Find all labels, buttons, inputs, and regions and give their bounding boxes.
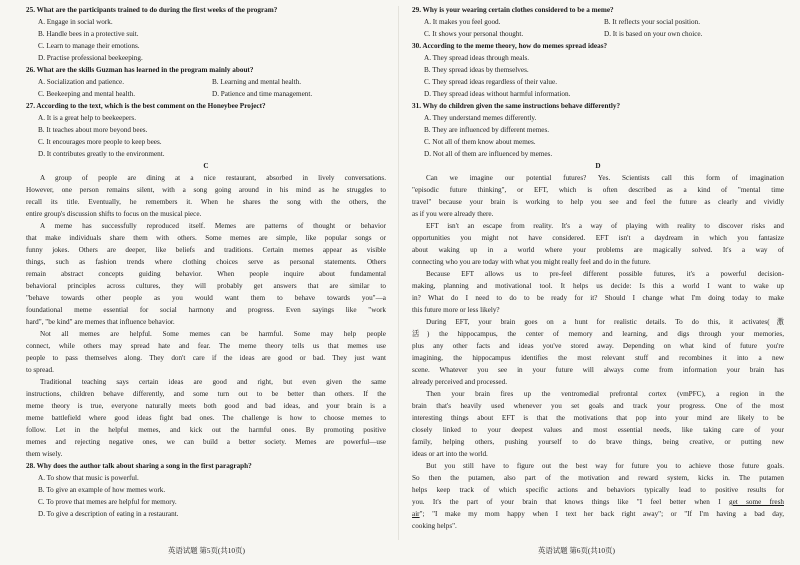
q31-option-b: B. They are influenced by different memes. (424, 126, 550, 134)
page-gutter (398, 6, 399, 540)
passage-c-p2-line: foundational meme essential for social harmony and progress. Even sayings like "work (26, 306, 386, 314)
section-d-heading: D (595, 162, 601, 170)
passage-d-p5-line: Then your brain fires up the ventromedial prefrontal cortex (vmPFC), a region in the (426, 390, 784, 398)
passage-c-p2-line: hard", "be kind" are memes that influence behavior. (26, 318, 175, 326)
q29-option-b: B. It reflects your social position. (604, 18, 701, 26)
passage-c-p2-line: things, such as fashion trends where clothing choices serve as personal statements. Others (26, 258, 386, 266)
passage-c-p4-line: meme theory is true, everyone naturally meets both good and bad ideas, and your brain is a (26, 402, 386, 410)
passage-d-p5-line: closely linked to your deepest values and most essential needs, like taking care of your (412, 426, 784, 434)
passage-c-p2-line: A meme has successfully reproduced itself. Memes are patterns of thought or behavior (40, 222, 386, 230)
passage-c-p4-line: them wisely. (26, 450, 63, 458)
q31-option-d: D. Not all of them are influenced by memes. (424, 150, 553, 158)
passage-d-p2-line: connecting who you are today with what you might really feel and do in the future. (412, 258, 651, 266)
passage-d-p6-line (412, 508, 784, 520)
passage-d-p5-line: brain that's heavily used whenever you set goals and track your progress. One of the most (412, 402, 784, 410)
question-26-stem: 26. What are the skills Guzman has learned in the program mainly about? (26, 66, 254, 74)
passage-c-p4-line: instructions, children behave differently, and some turn out to be better than others. If the (26, 390, 386, 398)
question-29-stem: 29. Why is your wearing certain clothes considered to be a meme? (412, 6, 614, 14)
q25-option-c: C. Learn to manage their emotions. (38, 42, 140, 50)
question-31-stem: 31. Why do children given the same instructions behave differently? (412, 102, 621, 110)
question-25-stem: 25. What are the participants trained to do during the first weeks of the program? (26, 6, 278, 14)
passage-d-p1-line: Can we imagine our potential futures? Yes. Scientists call this form of imagination (426, 174, 784, 182)
passage-c-p3-line: Not all memes are helpful. Some memes can be harmful. Some may help people (40, 330, 386, 338)
passage-c-p3-line: people to pass themselves along. They don't care if the ideas are good or bad. They just want (26, 354, 386, 362)
q26-option-c: C. Beekeeping and mental health. (38, 90, 135, 98)
q31-option-c: C. Not all of them know about memes. (424, 138, 536, 146)
question-30-stem: 30. According to the meme theory, how do memes spread ideas? (412, 42, 608, 50)
q30-option-c: C. They spread ideas regardless of their value. (424, 78, 557, 86)
passage-c-p1-line: However, one person remains silent, with a song going around in his mind as he struggles to (26, 186, 386, 194)
q25-option-b: B. Handle bees in a protective suit. (38, 30, 139, 38)
passage-c-p4-line: meme battlefield where good ideas fight bad ones. The challenge is how to choose memes to (26, 414, 386, 422)
passage-d-p3-line: in? What do I need to do to be ready for it? Should I change what I'm doing today to make (412, 294, 784, 302)
passage-d-p4-line: scene. Whatever you see in your future will always come from information your brain has (412, 366, 784, 374)
passage-d-p6-line: But you still have to figure out the best way for future you to achieve those future goals. (426, 462, 784, 470)
passage-c-p4-line: memes and rejecting negative ones, we can build a better society. Memes are powerful—use (26, 438, 386, 446)
q26-options-row-2 (26, 88, 386, 100)
q26-option-d: D. Patience and time management. (212, 90, 313, 98)
passage-d-p3-line: this future more or less likely? (412, 306, 500, 314)
left-page (26, 4, 386, 520)
passage-d-p1-line: "episodic future thinking", or EFT, which is often described as a kind of "mental time (412, 186, 784, 194)
passage-d-p4-line: imagining, the hippocampus identifies the most relevant stuff and recombines it into a new (412, 354, 784, 362)
passage-d-p3-line: making, planning and motivational tool. It helps us decide: Is this a world I want to wake up (412, 282, 784, 290)
passage-c-p3-line: connect, while others may spread hate and fear. The meme theory tells us that memes use (26, 342, 386, 350)
q30-option-a: A. They spread ideas through meals. (424, 54, 530, 62)
passage-d-p4-line: plus any other facts and ideas you've stored away. Depending on what kind of future you're (412, 342, 784, 350)
passage-d-p3-line: Because EFT allows us to pre-feel different possible futures, it's a powerful decision- (426, 270, 784, 278)
passage-c-p4-line: follow. Let in the helpful memes, and kick out the harmful ones. By promoting positive (26, 426, 386, 434)
section-c-heading: C (203, 162, 209, 170)
q27-option-c: C. It encourages more people to keep bees. (38, 138, 162, 146)
passage-c-p2-line: "behave towards other people as you would want them to behave towards you"—a (26, 294, 386, 302)
q27-option-d: D. It contributes greatly to the environment. (38, 150, 165, 158)
q28-option-c: C. To prove that memes are helpful for memory. (38, 498, 177, 506)
page-footer-right: 英语试题 第6页(共10页) (538, 546, 615, 555)
passage-d-p4-line: During EFT, your brain goes on a hunt for realistic details. To do this, it activates(激 (426, 318, 784, 326)
q28-option-b: B. To give an example of how memes work. (38, 486, 166, 494)
passage-d-p6-line: helps keep track of which specific actions and behaviors typically lead to positive results for (412, 486, 784, 494)
passage-c-p2-line: behavioral principles across cultures, they will probably get answers that are similar to (26, 282, 386, 290)
q29-option-c: C. It shows your personal thought. (424, 30, 524, 38)
passage-d-p2-line: about waking up in a world where your problems are magically solved. It's a way of (412, 246, 784, 254)
passage-d-p6-line (412, 496, 784, 508)
p6-line-5-text: "; "I make my mom happy when I text her back right away"; or "If I'm having a bad day, (419, 510, 784, 518)
passage-c-p1-line: A group of people are dining at a nice restaurant, absorbed in lively conversations. (40, 174, 386, 182)
passage-d-p4-line: 活) the hippocampus, the center of memory and learning, and digs through your memories, (412, 330, 784, 338)
passage-d-p5-line: family, helping others, pushing yourself to do brave things, being creative, or putting new (412, 438, 784, 446)
passage-c-p3-line: to spread. (26, 366, 54, 374)
passage-d-p6-line: cooking helps". (412, 522, 457, 530)
q29-option-a: A. It makes you feel good. (424, 18, 501, 26)
underlined-phrase: get some fresh (728, 498, 784, 506)
passage-c-p1-line: recall its title. Eventually, he remembers it. When he shares the song with the others, the (26, 198, 386, 206)
passage-d-p2-line: opportunities you might not have considered. EFT isn't a daydream in which you fantasize (412, 234, 784, 242)
q26-options-row-1 (26, 76, 386, 88)
passage-c-p1-line: entire group's discussion shifts to focus on the musical piece. (26, 210, 202, 218)
right-page (412, 4, 784, 532)
passage-c-p4-line: Traditional teaching says certain ideas are good and right, but even given the same (40, 378, 386, 386)
passage-d-p4-line: already perceived and processed. (412, 378, 507, 386)
q29-option-d: D. It is based on your own choice. (604, 30, 703, 38)
q31-option-a: A. They understand memes differently. (424, 114, 537, 122)
q29-options-row-1 (412, 16, 784, 28)
passage-d-p6-line: So then the putamen, also part of the motivation and reward system, kicks in. The putamen (412, 474, 784, 482)
q28-option-a: A. To show that music is powerful. (38, 474, 139, 482)
q25-option-a: A. Engage in social work. (38, 18, 113, 26)
question-28-stem: 28. Why does the author talk about sharing a song in the first paragraph? (26, 462, 252, 470)
passage-c-p2-line: remain abstract concepts guiding behavior. When people inquire about fundamental (26, 270, 386, 278)
q30-option-b: B. They spread ideas by themselves. (424, 66, 529, 74)
passage-d-p1-line: travel" because your brain is working to help you see and feel the future as clearly and vividly (412, 198, 784, 206)
passage-c-p2-line: funny jokes. Others are deeper, like beliefs and traditions. Certain memes appear as visible (26, 246, 386, 254)
q26-option-b: B. Learning and mental health. (212, 78, 302, 86)
q25-option-d: D. Practise professional beekeeping. (38, 54, 143, 62)
passage-d-p5-line: ideas or art into the world. (412, 450, 488, 458)
q30-option-d: D. They spread ideas without harmful information. (424, 90, 571, 98)
page-footer-left: 英语试题 第5页(共10页) (168, 546, 245, 555)
underlined-phrase-end: air (412, 510, 420, 518)
q27-option-b: B. It teaches about more beyond bees. (38, 126, 148, 134)
q27-option-a: A. It is a great help to beekeepers. (38, 114, 136, 122)
q28-option-d: D. To give a description of eating in a restaurant. (38, 510, 179, 518)
question-27-stem: 27. According to the text, which is the best comment on the Honeybee Project? (26, 102, 266, 110)
passage-d-p2-line: EFT isn't an escape from reality. It's a way of playing with reality to discover risks and (426, 222, 784, 230)
passage-c-p2-line: that make individuals share them with others. Some memes are simple, like popular songs or (26, 234, 386, 242)
passage-d-p5-line: interesting things about EFT is that the motivations that pop into your mind are likely to be (412, 414, 784, 422)
q26-option-a: A. Socialization and patience. (38, 78, 125, 86)
passage-d-p1-line: as if you were already there. (412, 210, 494, 218)
q29-options-row-2 (412, 28, 784, 40)
p6-line-4-text: you. It's the part of your brain that knows things like "I feel better when I (412, 498, 729, 506)
